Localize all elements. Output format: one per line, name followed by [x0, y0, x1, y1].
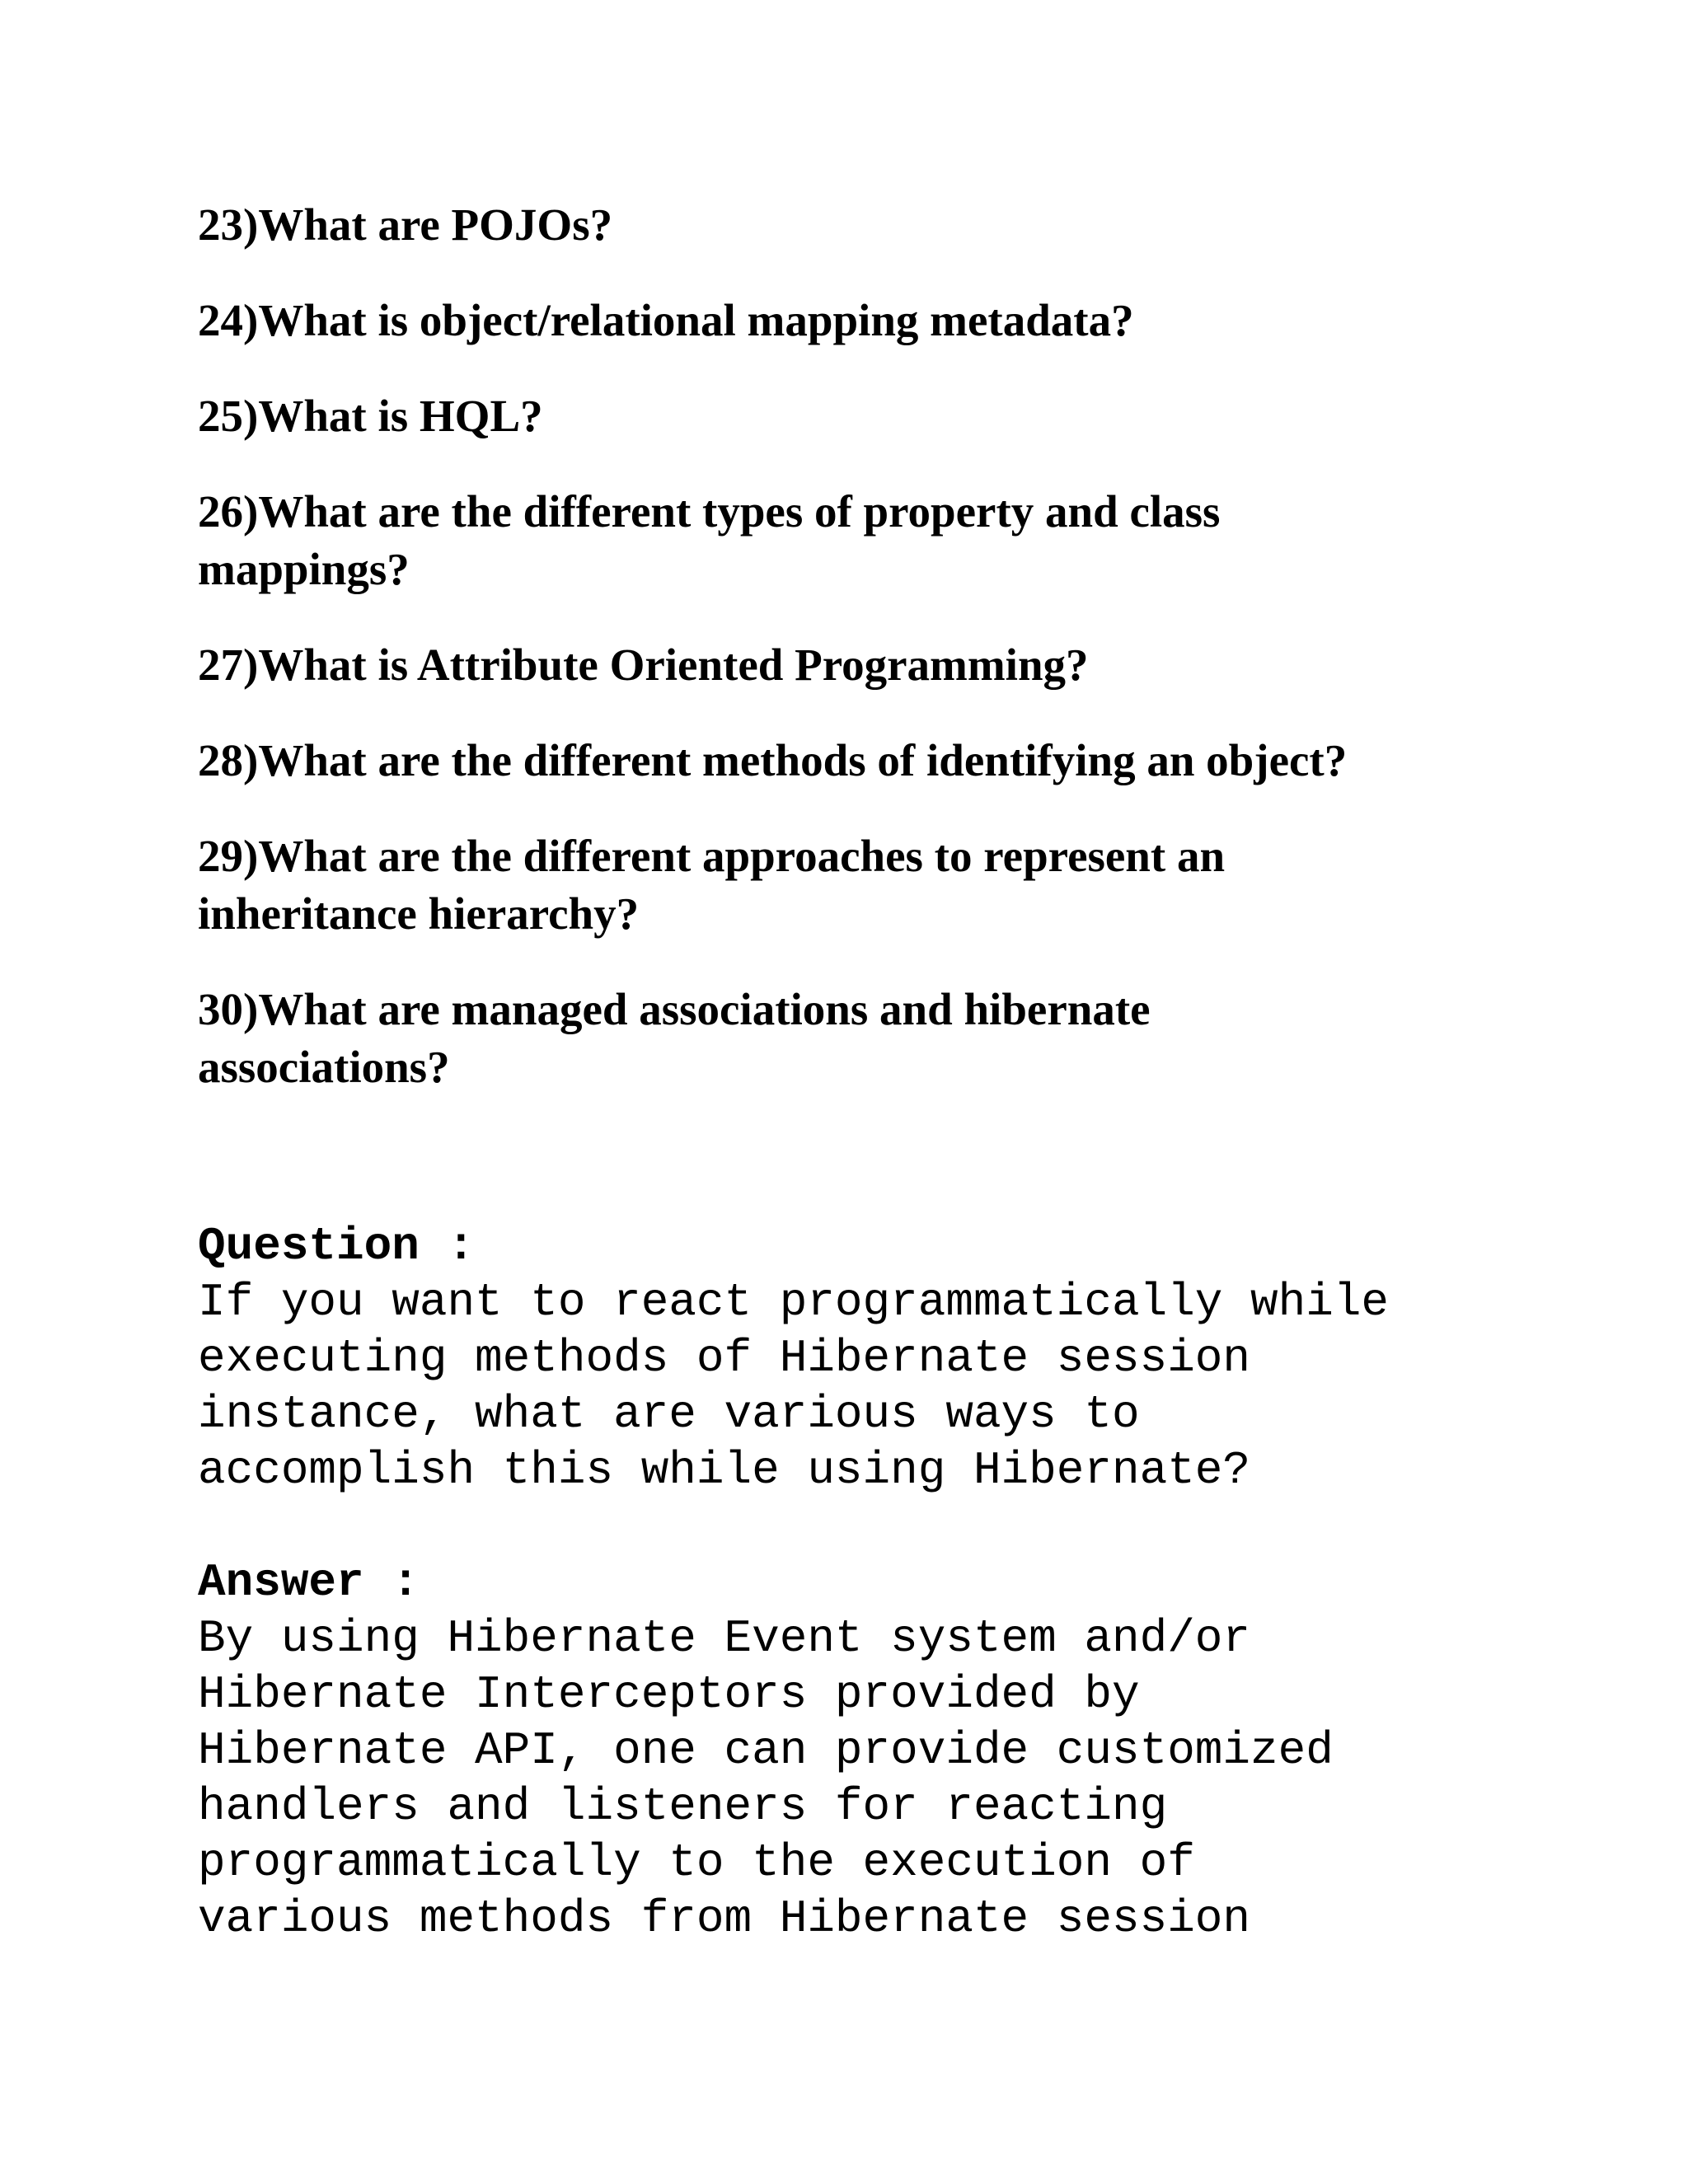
question-list: [198, 196, 1582, 1134]
question-answer-block: [198, 1218, 1599, 1947]
question-item-26: 26)What are the different types of property and class mappings?: [198, 486, 1221, 594]
question-item-30: 30)What are managed associations and hibernate associations?: [198, 984, 1151, 1092]
spacer: [198, 1498, 1599, 1554]
question-item-27: 27)What is Attribute Oriented Programming?: [198, 640, 1089, 690]
answer-body: By using Hibernate Event system and/or Hibernate Interceptors provided by Hibernate API, one can provide customized handlers and listeners for reacting programmatically to the execution of various methods from Hibernate session: [198, 1612, 1334, 1945]
question-item-24: 24)What is object/relational mapping metadata?: [198, 295, 1134, 345]
question-label: Question :: [198, 1220, 476, 1272]
question-item-25: 25)What is HQL?: [198, 391, 543, 441]
answer-label: Answer :: [198, 1556, 420, 1609]
question-item-28: 28)What are the different methods of identifying an object?: [198, 735, 1348, 785]
question-item-29: 29)What are the different approaches to represent an inheritance hierarchy?: [198, 831, 1226, 939]
question-item-23: 23)What are POJOs?: [198, 199, 613, 250]
question-body: If you want to react programmatically while executing methods of Hibernate session instance, what are various ways to accomplish this while using Hibernate?: [198, 1276, 1390, 1497]
